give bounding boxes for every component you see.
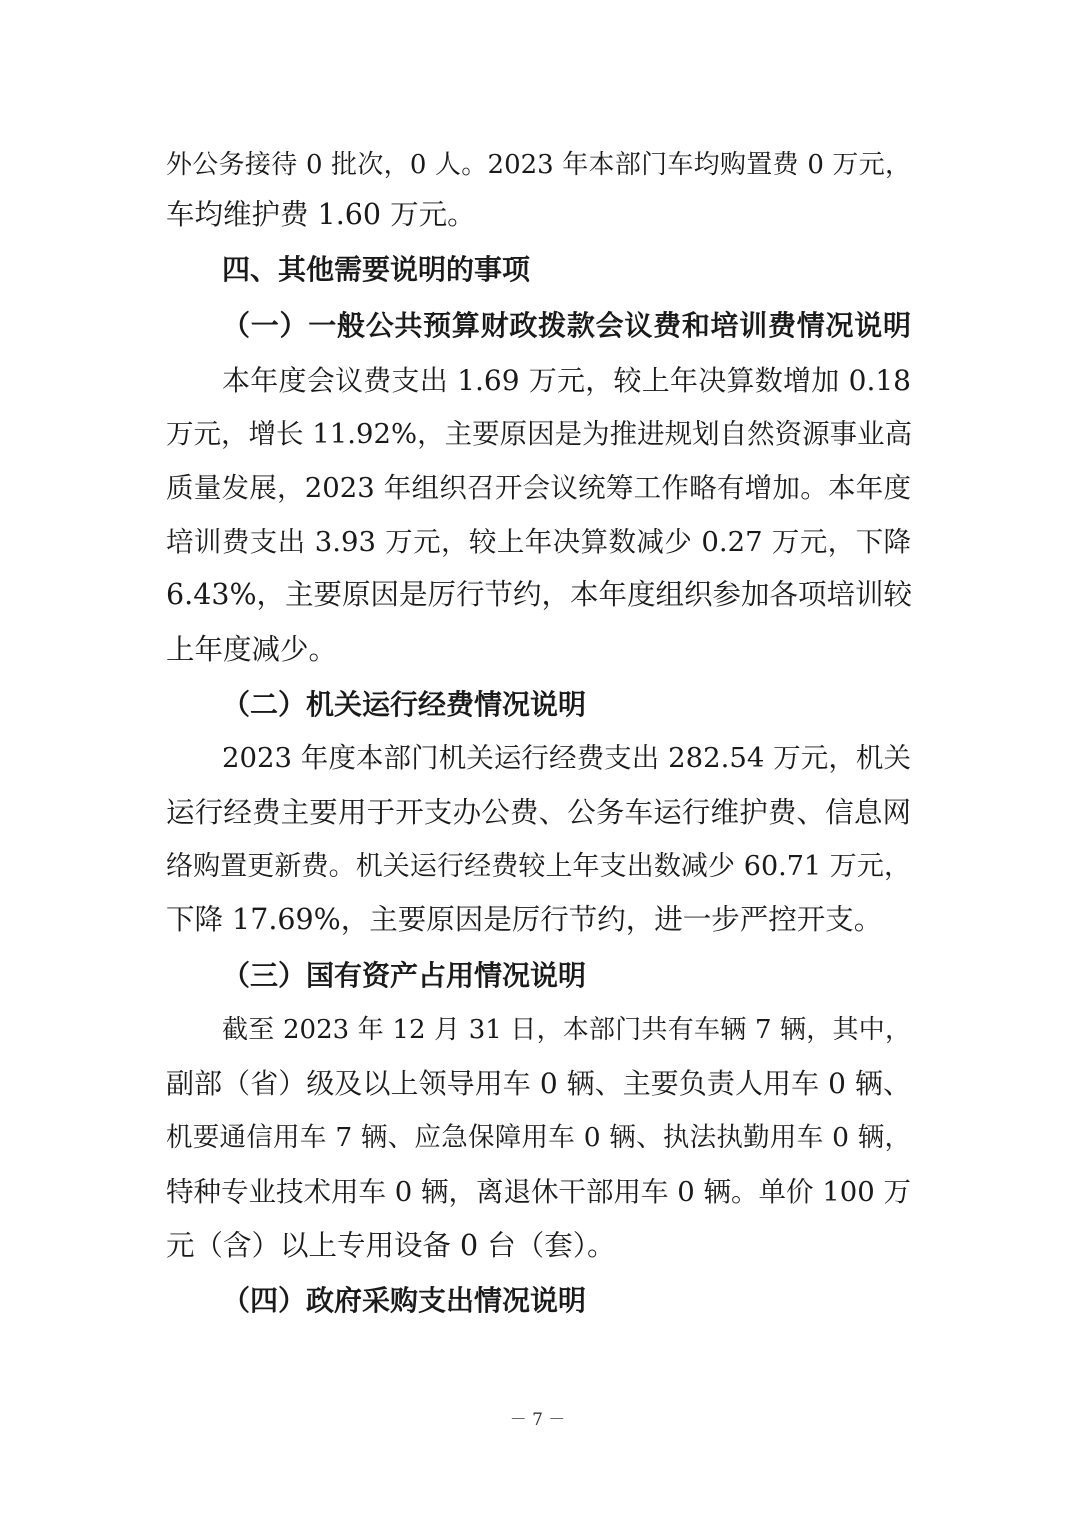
paragraph-line: 下降 17.69%，主要原因是厉行节约，进一步严控开支。 (166, 903, 883, 936)
subsection-heading: （四）政府采购支出情况说明 (222, 1284, 587, 1317)
paragraph-line: 本年度会议费支出 1.69 万元，较上年决算数增加 0.18 (222, 364, 911, 397)
paragraph-line: 络购置更新费。机关运行经费较上年支出数减少 60.71 万元， (166, 851, 911, 882)
paragraph-line: 6.43%，主要原因是厉行节约，本年度组织参加各项培训较 (166, 578, 913, 611)
paragraph-line: 外公务接待 0 批次，0 人。2023 年本部门车均购置费 0 万元， (166, 150, 911, 180)
paragraph-line: 上年度减少。 (166, 633, 338, 666)
paragraph-line: 机要通信用车 7 辆、应急保障用车 0 辆、执法执勤用车 0 辆， (166, 1122, 911, 1153)
paragraph-line: 元（含）以上专用设备 0 台（套）。 (166, 1229, 616, 1262)
paragraph-line: 截至 2023 年 12 月 31 日，本部门共有车辆 7 辆，其中， (222, 1015, 911, 1045)
section-heading: 四、其他需要说明的事项 (222, 253, 531, 286)
paragraph-line: 特种专业技术用车 0 辆，离退休干部用车 0 辆。单价 100 万 (166, 1176, 911, 1208)
paragraph-line: 副部（省）级及以上领导用车 0 辆、主要负责人用车 0 辆、 (166, 1067, 911, 1100)
paragraph-line: 车均维护费 1.60 万元。 (166, 198, 476, 231)
subsection-heading: （一）一般公共预算财政拨款会议费和培训费情况说明 (222, 309, 911, 342)
paragraph-line: 质量发展，2023 年组织召开会议统筹工作略有增加。本年度 (166, 472, 911, 504)
subsection-heading: （二）机关运行经费情况说明 (222, 688, 587, 721)
paragraph-line: 万元，增长 11.92%，主要原因是为推进规划自然资源事业高 (166, 418, 913, 450)
paragraph-line: 2023 年度本部门机关运行经费支出 282.54 万元，机关 (222, 742, 911, 774)
paragraph-line: 培训费支出 3.93 万元，较上年决算数减少 0.27 万元，下降 (166, 526, 911, 558)
subsection-heading: （三）国有资产占用情况说明 (222, 959, 587, 992)
page-number: － 7 － (509, 1410, 566, 1430)
paragraph-line: 运行经费主要用于开支办公费、公务车运行维护费、信息网 (166, 796, 911, 829)
